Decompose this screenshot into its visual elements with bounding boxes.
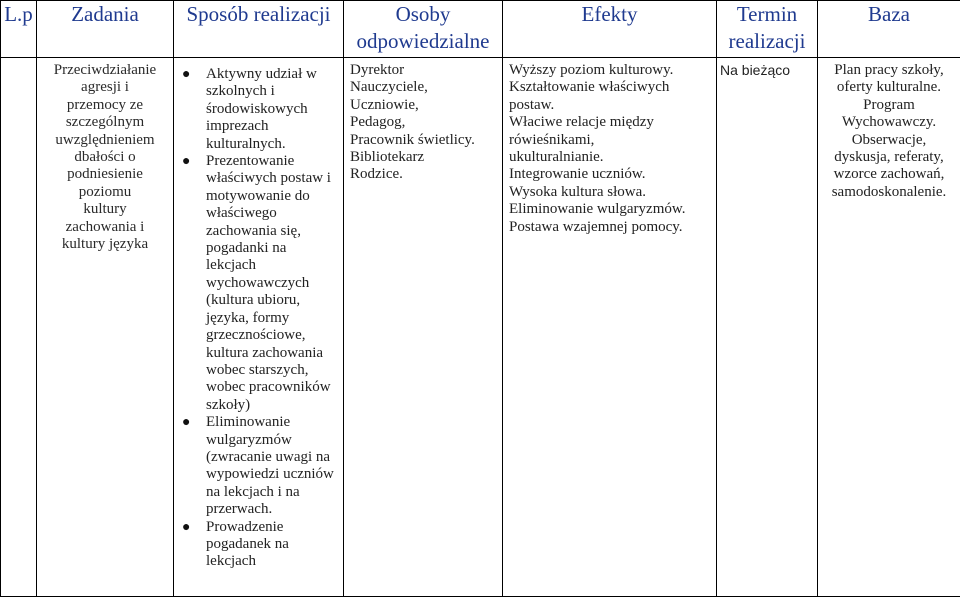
zadania-line: kultury języka bbox=[37, 236, 173, 253]
bullet-icon: ● bbox=[182, 155, 190, 169]
header-lp: L.p bbox=[1, 1, 37, 58]
osoby-line: Rodzice. bbox=[350, 166, 502, 183]
zadania-line: podniesienie bbox=[37, 166, 173, 183]
baza-line: Program bbox=[818, 97, 960, 114]
header-sposob-realizacji: Sposób realizacji bbox=[174, 1, 344, 58]
baza-line: Wychowawczy. bbox=[818, 114, 960, 131]
list-item-text: Aktywny udział w szkolnych i środowiskowych imprezach kulturalnych. bbox=[206, 66, 336, 153]
zadania-line: zachowania i bbox=[37, 219, 173, 236]
osoby-line: Bibliotekarz bbox=[350, 149, 502, 166]
list-item bbox=[182, 519, 343, 571]
osoby-line: Uczniowie, bbox=[350, 97, 502, 114]
list-item-text: Prowadzenie pogadanek na lekcjach bbox=[206, 519, 336, 571]
zadania-line: szczególnym bbox=[37, 114, 173, 131]
header-osoby-line2: odpowiedzialne bbox=[357, 29, 490, 53]
header-osoby-odpowiedzialne bbox=[344, 1, 503, 58]
osoby-line: Pracownik świetlicy. bbox=[350, 132, 502, 149]
zadania-line: Przeciwdziałanie bbox=[37, 62, 173, 79]
bullet-icon: ● bbox=[182, 416, 190, 430]
bullet-icon: ● bbox=[182, 68, 190, 82]
cell-lp bbox=[1, 58, 37, 597]
efekty-line: postaw. bbox=[509, 97, 716, 114]
list-item-text: Eliminowanie wulgaryzmów (zwracanie uwagi na wypowiedzi uczniów na lekcjach i na przerwach. bbox=[206, 414, 336, 518]
header-efekty: Efekty bbox=[503, 1, 717, 58]
efekty-line: Eliminowanie wulgaryzmów. bbox=[509, 201, 716, 218]
sposob-list bbox=[174, 66, 343, 571]
baza-line: wzorce zachowań, bbox=[818, 166, 960, 183]
list-item bbox=[182, 414, 343, 518]
zadania-line: agresji i bbox=[37, 79, 173, 96]
baza-line: Obserwacje, bbox=[818, 132, 960, 149]
header-osoby-line1: Osoby bbox=[396, 2, 451, 26]
osoby-line: Pedagog, bbox=[350, 114, 502, 131]
bullet-icon: ● bbox=[182, 521, 190, 535]
zadania-line: przemocy ze bbox=[37, 97, 173, 114]
zadania-line: dbałości o bbox=[37, 149, 173, 166]
efekty-line: Wysoka kultura słowa. bbox=[509, 184, 716, 201]
header-termin-line2: realizacji bbox=[729, 29, 806, 53]
efekty-line: Kształtowanie właściwych bbox=[509, 79, 716, 96]
efekty-line: Właciwe relacje między bbox=[509, 114, 716, 131]
list-item-text: Prezentowanie właściwych postaw i motywowanie do właściwego zachowania się, pogadanki na lekcjach wychowawczych (kultura ubioru, języka, formy grzecznościowe, kultura zachowania wobec starszych, wobec pracowników szkoły) bbox=[206, 153, 336, 414]
list-item bbox=[182, 153, 343, 414]
cell-sposob-realizacji bbox=[174, 58, 344, 597]
list-item bbox=[182, 66, 343, 153]
osoby-line: Nauczyciele, bbox=[350, 79, 502, 96]
efekty-line: Wyższy poziom kulturowy. bbox=[509, 62, 716, 79]
cell-osoby-odpowiedzialne bbox=[344, 58, 503, 597]
efekty-line: rówieśnikami, bbox=[509, 132, 716, 149]
cell-baza bbox=[818, 58, 960, 597]
header-baza: Baza bbox=[818, 1, 960, 58]
header-row bbox=[1, 1, 960, 58]
baza-line: oferty kulturalne. bbox=[818, 79, 960, 96]
header-zadania: Zadania bbox=[37, 1, 174, 58]
header-termin-realizacji bbox=[717, 1, 818, 58]
header-termin-line1: Termin bbox=[737, 2, 797, 26]
efekty-line: Integrowanie uczniów. bbox=[509, 166, 716, 183]
efekty-line: ukulturalnianie. bbox=[509, 149, 716, 166]
efekty-line: Postawa wzajemnej pomocy. bbox=[509, 219, 716, 236]
osoby-line: Dyrektor bbox=[350, 62, 502, 79]
zadania-line: poziomu bbox=[37, 184, 173, 201]
baza-line: dyskusja, referaty, bbox=[818, 149, 960, 166]
table-row bbox=[1, 58, 960, 597]
baza-line: Plan pracy szkoły, bbox=[818, 62, 960, 79]
zadania-line: uwzględnieniem bbox=[37, 132, 173, 149]
baza-line: samodoskonalenie. bbox=[818, 184, 960, 201]
cell-termin-realizacji: Na bieżąco bbox=[717, 58, 818, 597]
cell-efekty bbox=[503, 58, 717, 597]
zadania-line: kultury bbox=[37, 201, 173, 218]
cell-zadania bbox=[37, 58, 174, 597]
